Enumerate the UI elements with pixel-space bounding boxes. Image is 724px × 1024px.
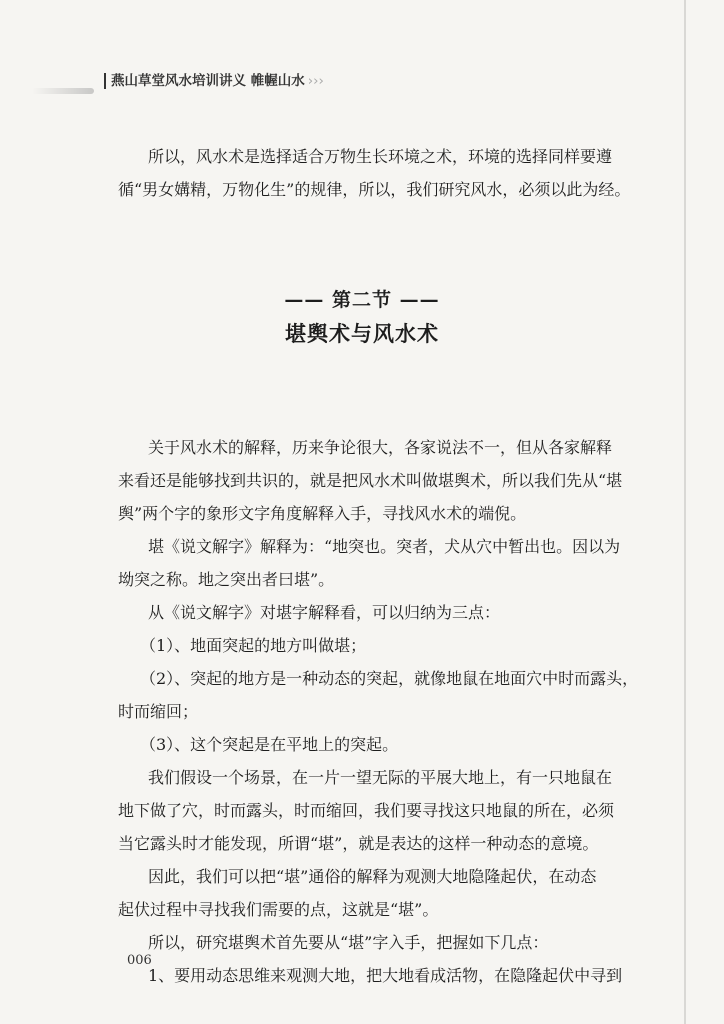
- body-line: 从《说文解字》对堪字解释看，可以归纳为三点：: [148, 603, 501, 622]
- running-header: [104, 73, 324, 89]
- chevron-arrows-icon: ›››: [307, 73, 324, 89]
- list-item: （3）、这个突起是在平地上的突起。: [140, 735, 399, 754]
- body-line: 地下做了穴，时而露头，时而缩回，我们要寻找这只地鼠的所在，必须: [118, 801, 615, 820]
- body-line: 当它露头时才能发现，所谓“堪”，就是表达的这样一种动态的意境。: [118, 834, 599, 853]
- body-line: 我们假设一个场景，在一片一望无际的平展大地上，有一只地鼠在: [148, 768, 613, 787]
- scan-smudge: [32, 88, 94, 94]
- body-line: 堪《说文解字》解释为：“地突也。突者，犬从穴中暂出也。因以为: [148, 537, 621, 556]
- list-item: （2）、突起的地方是一种动态的突起，就像地鼠在地面穴中时而露头，: [140, 669, 639, 688]
- list-item: 时而缩回；: [118, 702, 199, 721]
- running-header-text: 燕山草堂风水培训讲义 帷幄山水: [111, 73, 305, 89]
- intro-line-2: 循“男女媾精，万物化生”的规律，所以，我们研究风水，必须以此为经。: [118, 180, 631, 199]
- list-item: （1）、地面突起的地方叫做堪；: [140, 636, 367, 655]
- body-line: 关于风水术的解释，历来争论很大，各家说法不一，但从各家解释: [148, 438, 613, 457]
- body-line: 因此，我们可以把“堪”通俗的解释为观测大地隐隆起伏，在动态: [148, 867, 597, 886]
- body-line: 舆”两个字的象形文字角度解释入手，寻找风水术的端倪。: [118, 504, 527, 523]
- body-line: 坳突之称。地之突出者曰堪”。: [118, 570, 335, 589]
- page-edge: [684, 0, 686, 1024]
- section-number: —— 第二节 ——: [284, 289, 440, 311]
- body-line: 1、要用动态思维来观测大地，把大地看成活物，在隐隆起伏中寻到: [148, 966, 623, 985]
- body-line: 所以，研究堪舆术首先要从“堪”字入手，把握如下几点：: [148, 933, 549, 952]
- body-line: 来看还是能够找到共识的，就是把风水术叫做堪舆术，所以我们先从“堪: [118, 471, 623, 490]
- page-number: 006: [127, 953, 152, 968]
- intro-line-1: 所以，风水术是选择适合万物生长环境之术，环境的选择同样要遵: [148, 147, 613, 166]
- section-title: 堪舆术与风水术: [285, 321, 439, 346]
- body-line: 起伏过程中寻找我们需要的点，这就是“堪”。: [118, 900, 439, 919]
